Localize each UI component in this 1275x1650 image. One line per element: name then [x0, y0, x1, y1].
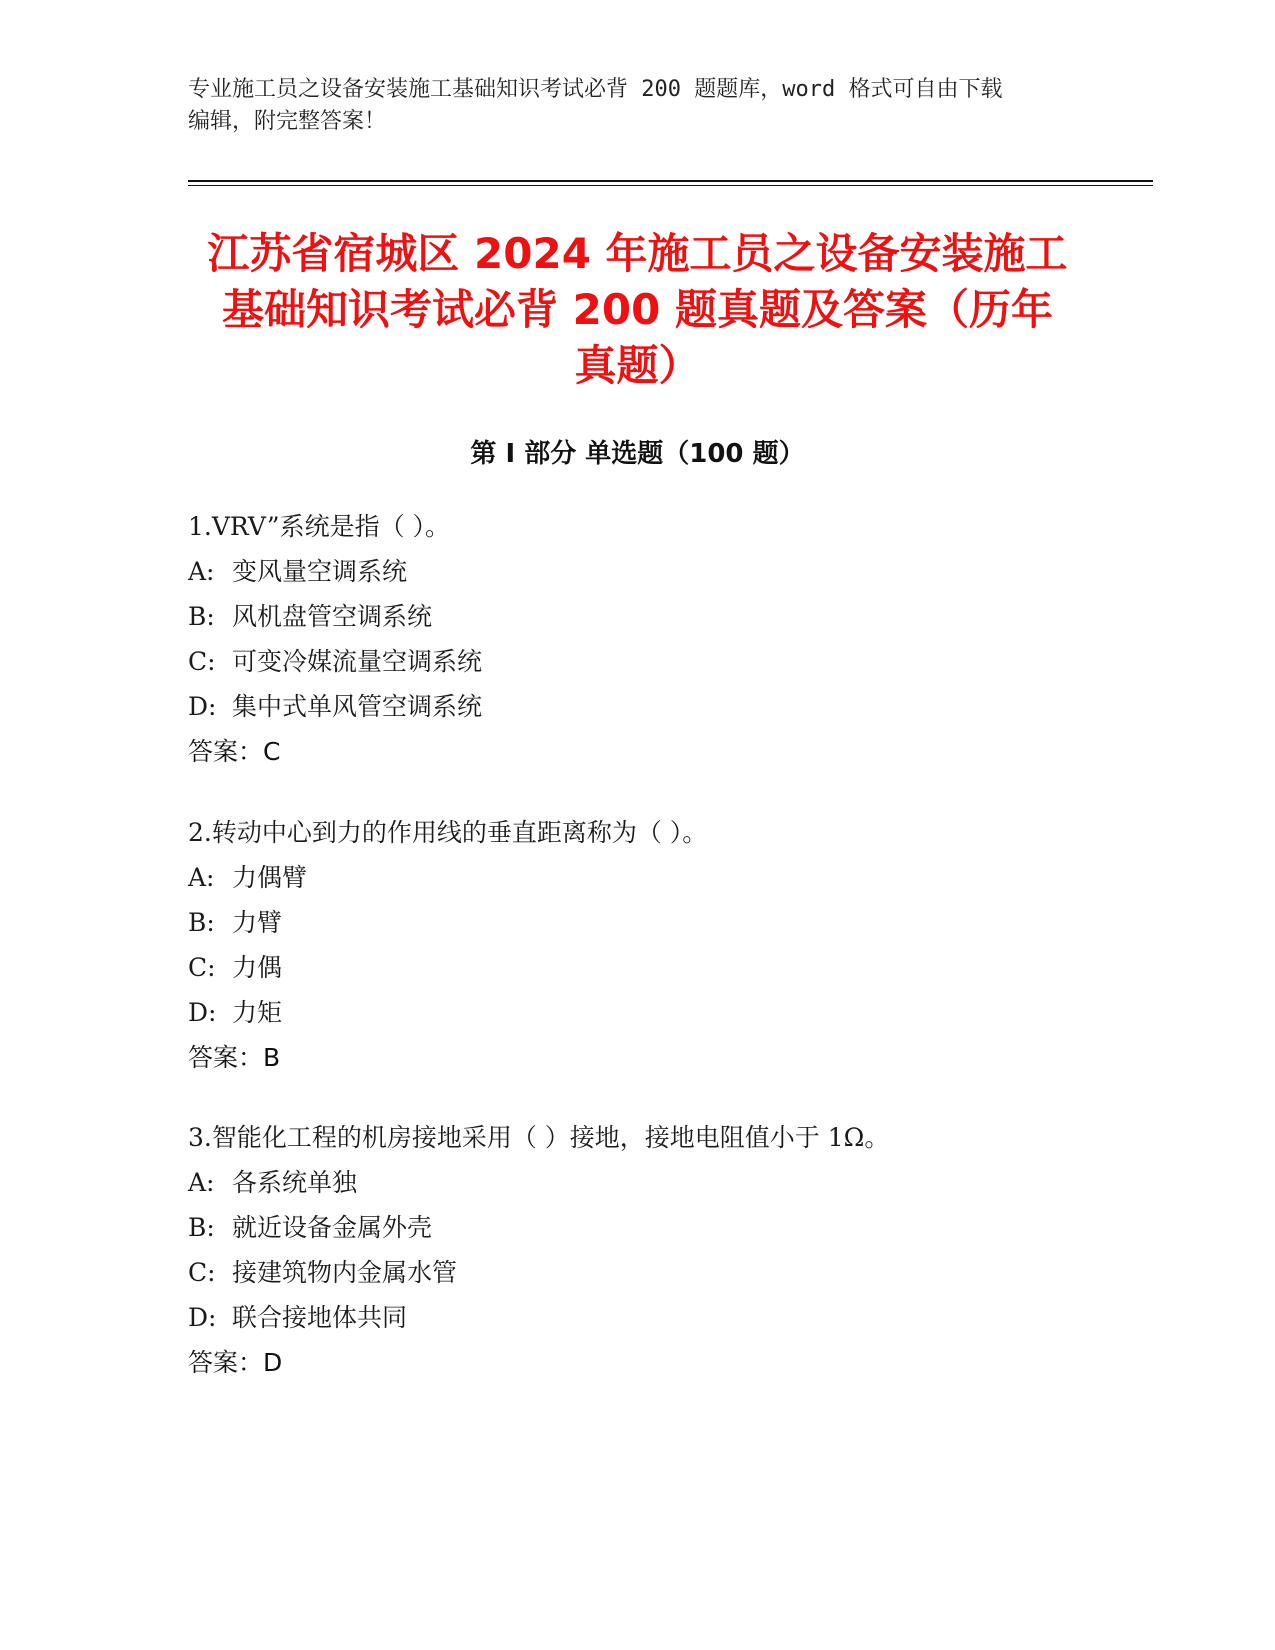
question-2 [188, 810, 1148, 1080]
option-letter: A: [188, 557, 215, 586]
option-text: 风机盘管空调系统 [232, 602, 433, 631]
option-letter: C: [188, 953, 216, 982]
option-text: 集中式单风管空调系统 [232, 692, 483, 721]
option-text: 接建筑物内金属水管 [232, 1258, 458, 1287]
option-b [188, 594, 1148, 639]
option-letter: C: [188, 647, 216, 676]
option-b [188, 1205, 1148, 1250]
option-text: 力偶 [232, 953, 283, 982]
section-heading: 第 I 部分 单选题（100 题） [470, 439, 805, 469]
question-1 [188, 504, 1148, 774]
option-letter: B: [188, 908, 215, 937]
header-note-line-2: 编辑，附完整答案！ [188, 109, 387, 134]
question-stem: 2.转动中心到力的作用线的垂直距离称为（ ）。 [188, 818, 708, 847]
option-text: 各系统单独 [232, 1168, 358, 1197]
option-a [188, 549, 1148, 594]
question-stem: 3.智能化工程的机房接地采用（ ）接地，接地电阻值小于 1Ω。 [188, 1123, 890, 1152]
option-letter: A: [188, 1168, 215, 1197]
header-note [188, 74, 1088, 138]
document-title-line-3: 真题） [574, 341, 701, 390]
question-3 [188, 1115, 1148, 1385]
option-text: 联合接地体共同 [232, 1303, 408, 1332]
option-text: 力臂 [232, 908, 283, 937]
option-c [188, 1250, 1148, 1295]
option-text: 可变冷媒流量空调系统 [232, 647, 483, 676]
option-c [188, 639, 1148, 684]
option-letter: A: [188, 863, 215, 892]
option-letter: D: [188, 998, 217, 1027]
option-d [188, 684, 1148, 729]
option-text: 力矩 [232, 998, 283, 1027]
header-divider-thin [188, 185, 1153, 186]
option-c [188, 945, 1148, 990]
option-text: 就近设备金属外壳 [232, 1213, 433, 1242]
answer-line: 答案：B [188, 1043, 281, 1072]
option-d [188, 1295, 1148, 1340]
document-title-line-2: 基础知识考试必背 200 题真题及答案（历年 [222, 285, 1053, 334]
option-a [188, 1160, 1148, 1205]
answer-line: 答案：C [188, 737, 281, 766]
option-letter: B: [188, 1213, 215, 1242]
header-divider-thick [188, 180, 1153, 182]
document-title-line-1: 江苏省宿城区 2024 年施工员之设备安装施工 [207, 229, 1068, 278]
header-note-line-1: 专业施工员之设备安装施工基础知识考试必背 200 题题库，word 格式可自由下载 [188, 77, 1003, 102]
option-d [188, 990, 1148, 1035]
option-letter: B: [188, 602, 215, 631]
document-title [160, 226, 1115, 394]
answer-line: 答案：D [188, 1348, 283, 1377]
option-letter: D: [188, 1303, 217, 1332]
option-letter: C: [188, 1258, 216, 1287]
option-text: 力偶臂 [232, 863, 308, 892]
option-text: 变风量空调系统 [232, 557, 408, 586]
option-a [188, 855, 1148, 900]
option-b [188, 900, 1148, 945]
question-stem: 1.VRV”系统是指（ ）。 [188, 512, 451, 541]
option-letter: D: [188, 692, 217, 721]
